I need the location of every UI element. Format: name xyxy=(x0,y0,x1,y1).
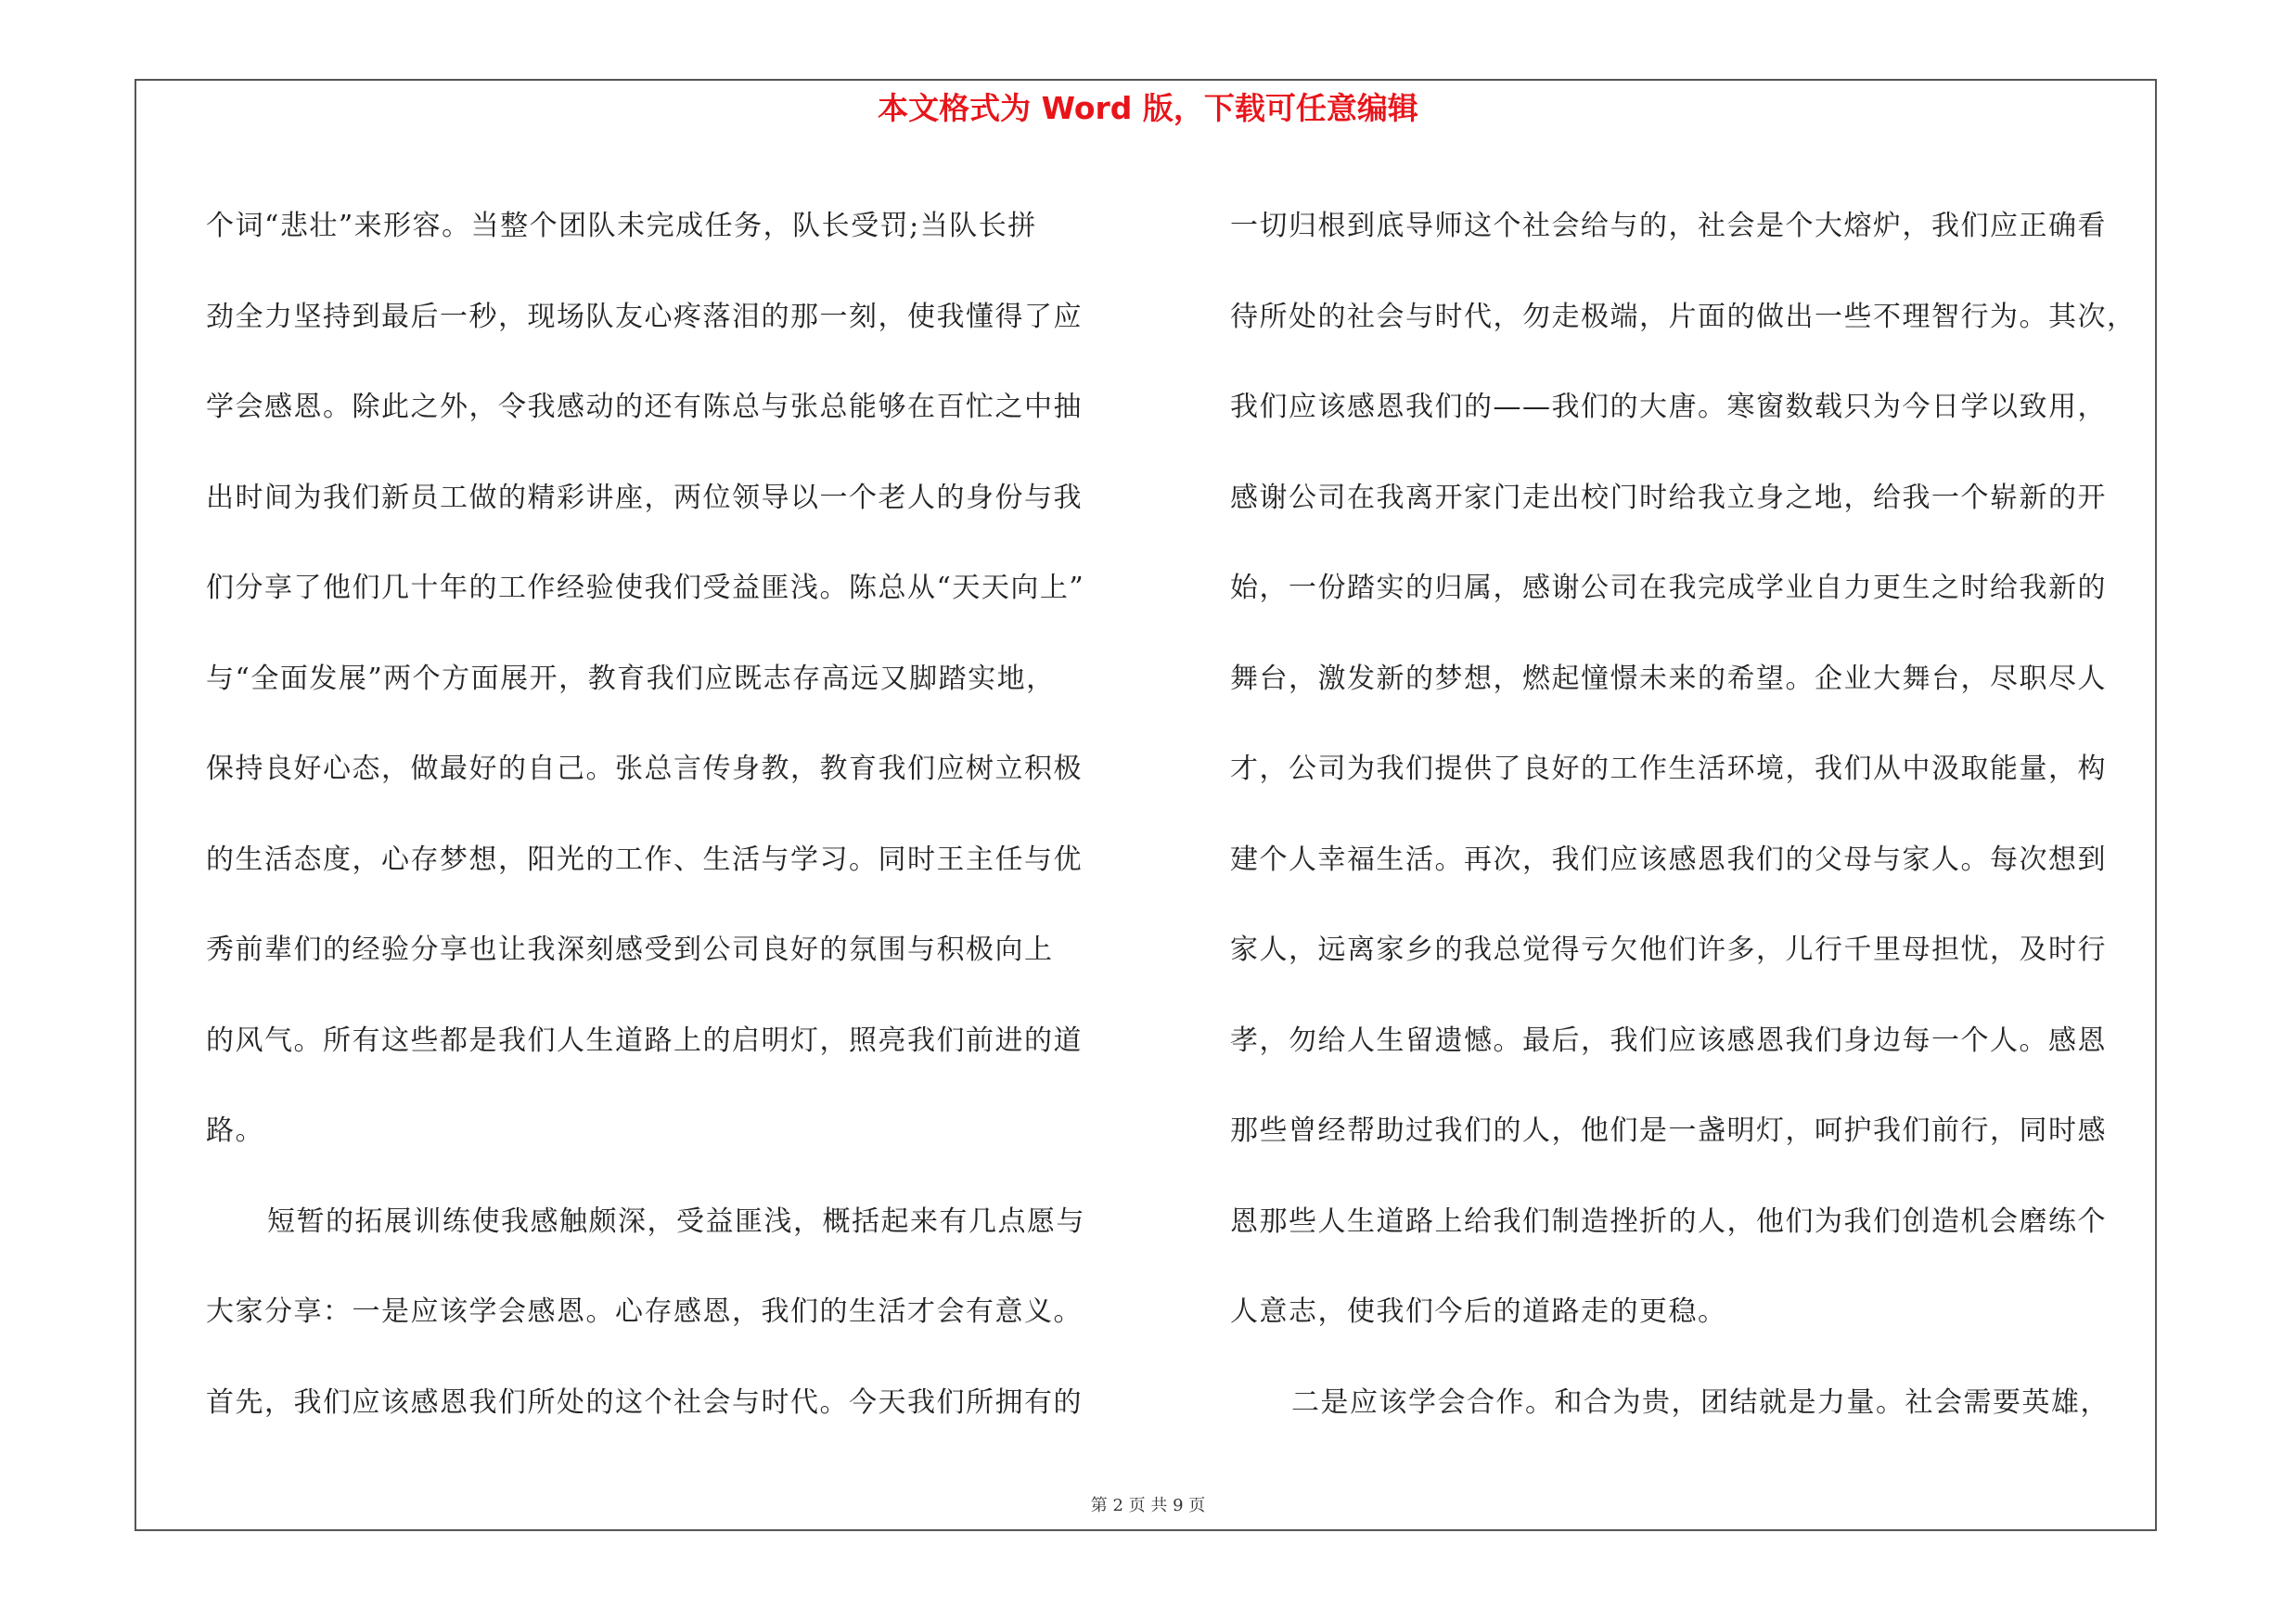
right-column xyxy=(1230,181,2158,1448)
paragraph-start-line: 短暂的拓展训练使我感触颇深，受益匪浅，概括起来有几点愿与 xyxy=(267,1204,1085,1238)
text-line: 秀前辈们的经验分享也让我深刻感受到公司良好的氛围与积极向上 xyxy=(206,934,1054,966)
text-line: 孝，勿给人生留遗憾。最后，我们应该感恩我们身边每一个人。感恩 xyxy=(1230,1024,2107,1057)
text-line: 恩那些人生道路上给我们制造挫折的人，他们为我们创造机会磨练个 xyxy=(1230,1204,2107,1238)
text-line: 始，一份踏实的归属，感谢公司在我完成学业自力更生之时给我新的 xyxy=(1230,572,2107,604)
paragraph-start-line: 二是应该学会合作。和合为贵，团结就是力量。社会需要英雄， xyxy=(1291,1385,2110,1419)
text-line: 家人，远离家乡的我总觉得亏欠他们许多，儿行千里母担忧，及时行 xyxy=(1230,934,2107,966)
text-line: 那些曾经帮助过我们的人，他们是一盏明灯，呵护我们前行，同时感 xyxy=(1230,1114,2107,1147)
text-line: 的风气。所有这些都是我们人生道路上的启明灯，照亮我们前进的道 xyxy=(206,1024,1083,1057)
text-line: 学会感恩。除此之外，令我感动的还有陈总与张总能够在百忙之中抽 xyxy=(206,391,1083,423)
text-line: 感谢公司在我离开家门走出校门时给我立身之地，给我一个崭新的开 xyxy=(1230,481,2107,514)
header-banner: 本文格式为 Word 版，下载可任意编辑 xyxy=(878,90,1418,126)
text-line: 出时间为我们新员工做的精彩讲座，两位领导以一个老人的身份与我 xyxy=(206,481,1083,514)
text-line: 舞台，激发新的梦想，燃起憧憬未来的希望。企业大舞台，尽职尽人 xyxy=(1230,662,2107,695)
text-line: 首先，我们应该感恩我们所处的这个社会与时代。今天我们所拥有的 xyxy=(206,1385,1083,1419)
text-line: 保持良好心态，做最好的自己。张总言传身教，教育我们应树立积极 xyxy=(206,753,1083,785)
text-line: 一切归根到底导师这个社会给与的，社会是个大熔炉，我们应正确看 xyxy=(1230,210,2107,242)
page-number-footer: 第 2 页 共 9 页 xyxy=(1090,1496,1206,1515)
text-line: 才，公司为我们提供了良好的工作生活环境，我们从中汲取能量，构 xyxy=(1230,753,2107,785)
text-line: 人意志，使我们今后的道路走的更稳。 xyxy=(1230,1295,1727,1328)
text-line: 们分享了他们几十年的工作经验使我们受益匪浅。陈总从“天天向上” xyxy=(206,572,1085,604)
text-line: 大家分享：一是应该学会感恩。心存感恩，我们的生活才会有意义。 xyxy=(206,1295,1083,1328)
left-column xyxy=(206,181,1134,1448)
text-line: 路。 xyxy=(206,1114,264,1147)
text-line: 的生活态度，心存梦想，阳光的工作、生活与学习。同时王主任与优 xyxy=(206,843,1083,876)
text-line: 待所处的社会与时代，勿走极端，片面的做出一些不理智行为。其次， xyxy=(1230,300,2136,333)
text-line: 建个人幸福生活。再次，我们应该感恩我们的父母与家人。每次想到 xyxy=(1230,843,2107,876)
text-line: 个词“悲壮”来形容。当整个团队未完成任务，队长受罚;当队长拼 xyxy=(206,210,1037,242)
text-line: 劲全力坚持到最后一秒，现场队友心疼落泪的那一刻，使我懂得了应 xyxy=(206,300,1083,333)
text-line: 我们应该感恩我们的——我们的大唐。寒窗数载只为今日学以致用， xyxy=(1230,391,2107,423)
text-line: 与“全面发展”两个方面展开，教育我们应既志存高远又脚踏实地， xyxy=(206,662,1056,695)
